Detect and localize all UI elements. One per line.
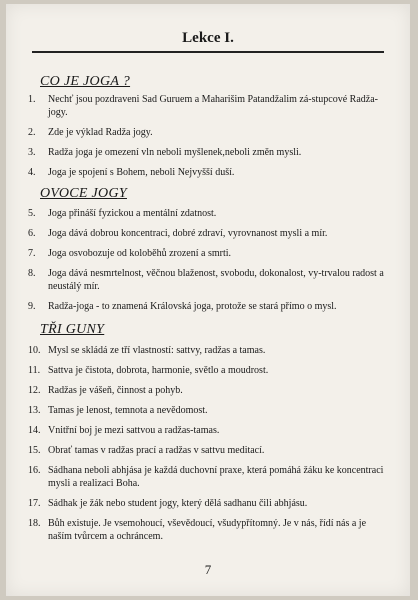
list-item: 16. Sádhana neboli abhjása je každá duchovní praxe, která pomáhá žáku ke koncentraci mysli a realizaci Boha. (28, 465, 384, 489)
page-number: 7 (204, 562, 212, 577)
list-item: 13. Tamas je lenost, temnota a nevědomost. (28, 405, 208, 416)
list-item: 4. Joga je spojení s Bohem, neboli Nejvyšší duší. (28, 167, 235, 178)
list-item: 10. Mysl se skládá ze tří vlastností: sattvy, radžas a tamas. (28, 345, 266, 356)
list-item: 5. Joga přináší fyzickou a mentální zdatnost. (28, 208, 217, 219)
list-item: 1. Nechť jsou pozdraveni Sad Guruem a Maharišim Patandžalim zá-stupcové Radža-jogy. (28, 94, 378, 118)
list-item: 15. Obrať tamas v radžas prací a radžas v sattvu meditací. (28, 445, 265, 456)
list-item: 12. Radžas je vášeň, činnost a pohyb. (28, 385, 183, 396)
list-item: 3. Radža joga je omezení vln neboli myšlenek,neboli změn mysli. (28, 147, 302, 158)
section-list-3 (28, 344, 384, 550)
section-list-2 (28, 207, 384, 320)
section-title-tri-guny: TŘI GUNY (40, 322, 105, 337)
list-item: 2. Zde je výklad Radža jogy. (28, 127, 153, 138)
list-item: 14. Vnitřní boj je mezi sattvou a radžas-tamas. (28, 425, 220, 436)
list-item: 11. Sattva je čistota, dobrota, harmonie, světlo a moudrost. (28, 365, 269, 376)
section-title-co-je-joga: CO JE JOGA ? (40, 74, 131, 89)
section-title-ovoce-jogy: OVOCE JOGY (40, 186, 127, 201)
list-item: 8. Joga dává nesmrtelnost, věčnou blaženost, svobodu, dokonalost, vy-trvalou radost a neustálý mír. (28, 268, 384, 292)
book-page (6, 4, 410, 596)
section-list-1 (28, 93, 384, 186)
list-item: 7. Joga osvobozuje od koloběhů zrození a smrti. (28, 248, 232, 259)
list-item: 9. Radža-joga - to znamená Královská joga, protože se stará přímo o mysl. (28, 301, 337, 312)
list-item: 18. Bůh existuje. Je vsemohoucí, vševědoucí, všudypřítomný. Je v nás, řídí nás a je naším tvůrcem a ochráncem. (28, 518, 367, 542)
list-item: 17. Sádhak je žák nebo student jogy, který dělá sadhanu čili abhjásu. (28, 498, 308, 509)
list-item: 6. Joga dává dobrou koncentraci, dobré zdraví, vyrovnanost mysli a mír. (28, 228, 328, 239)
lesson-header: Lekce I. (32, 30, 384, 53)
